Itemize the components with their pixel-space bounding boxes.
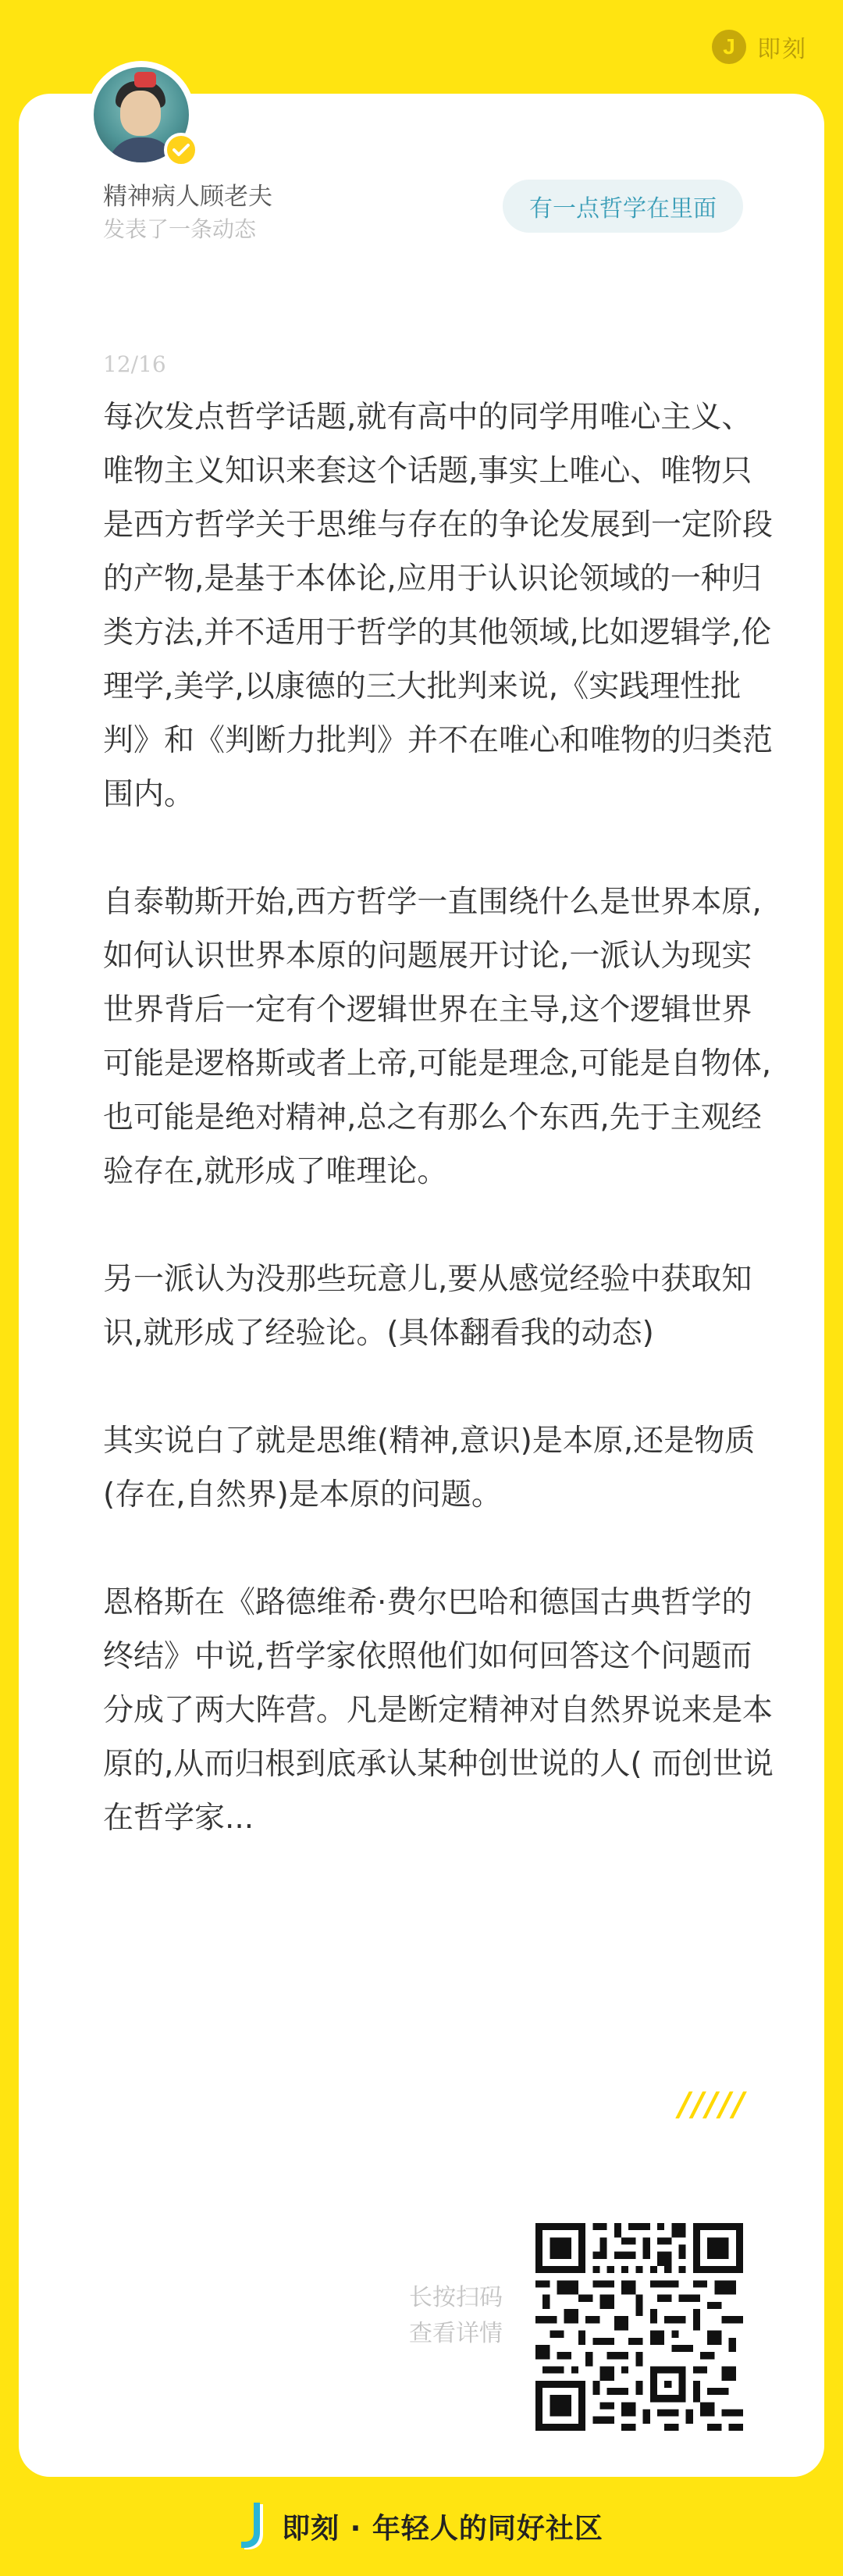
qr-hint-line2: 查看详情 — [409, 2320, 503, 2347]
author-avatar[interactable] — [87, 61, 195, 169]
qr-code-icon[interactable] — [535, 2223, 743, 2431]
jike-logo-icon — [712, 30, 746, 64]
brand-name: 即刻 — [757, 36, 807, 63]
brand-logo-letter: J — [723, 34, 735, 59]
author-name[interactable]: 精神病人顾老夫 — [103, 183, 272, 211]
post-body — [103, 390, 774, 1845]
post-paragraph: 其实说白了就是思维(精神,意识)是本原,还是物质(存在,自然界)是本原的问题。 — [103, 1423, 756, 1512]
topic-tag[interactable] — [503, 180, 743, 233]
decorative-slashes: ///// — [678, 2085, 746, 2123]
post-paragraph: 自泰勒斯开始,西方哲学一直围绕什么是世界本原,如何认识世界本原的问题展开讨论,一派认为现实世界背后一定有个逻辑世界在主导,这个逻辑世界可能是逻格斯或者上帝,可能是理念,可能是自物体,也可能是绝对精神,总之有那么个东西,先于主观经验存在,就形成了唯理论。 — [103, 885, 772, 1189]
footer — [0, 2477, 843, 2576]
post-paragraph: 另一派认为没那些玩意儿,要从感觉经验中获取知识,就形成了经验论。(具体翻看我的动态) — [103, 1262, 752, 1351]
post-card — [19, 94, 824, 2477]
qr-hint — [393, 2280, 503, 2352]
jike-logo-icon — [240, 2501, 268, 2553]
post-paragraph: 每次发点哲学话题,就有高中的同学用唯心主义、唯物主义知识来套这个话题,事实上唯心、唯物只是西方哲学关于思维与存在的争论发展到一定阶段的产物,是基于本体论,应用于认识论领域的一种归类方法,并不适用于哲学的其他领域,比如逻辑学,伦理学,美学,以康德的三大批判来说,《实践理性批判》和《判断力批判》并不在唯心和唯物的归类范围内。 — [103, 400, 774, 812]
author-action: 发表了一条动态 — [103, 216, 257, 242]
topic-label: 有一点哲学在里面 — [529, 195, 717, 223]
post-paragraph: 恩格斯在《路德维希·费尔巴哈和德国古典哲学的终结》中说,哲学家依照他们如何回答这个问题而分成了两大阵营。凡是断定精神对自然界说来是本原的,从而归根到底承认某种创世说的人( 而创世说在哲学家... — [103, 1585, 774, 1836]
page-counter: 12/16 — [103, 351, 166, 377]
top-brand — [712, 30, 807, 64]
verified-check-icon — [164, 133, 198, 167]
footer-slogan: 即刻 · 年轻人的同好社区 — [282, 2513, 603, 2545]
qr-hint-line1: 长按扫码 — [409, 2284, 503, 2311]
